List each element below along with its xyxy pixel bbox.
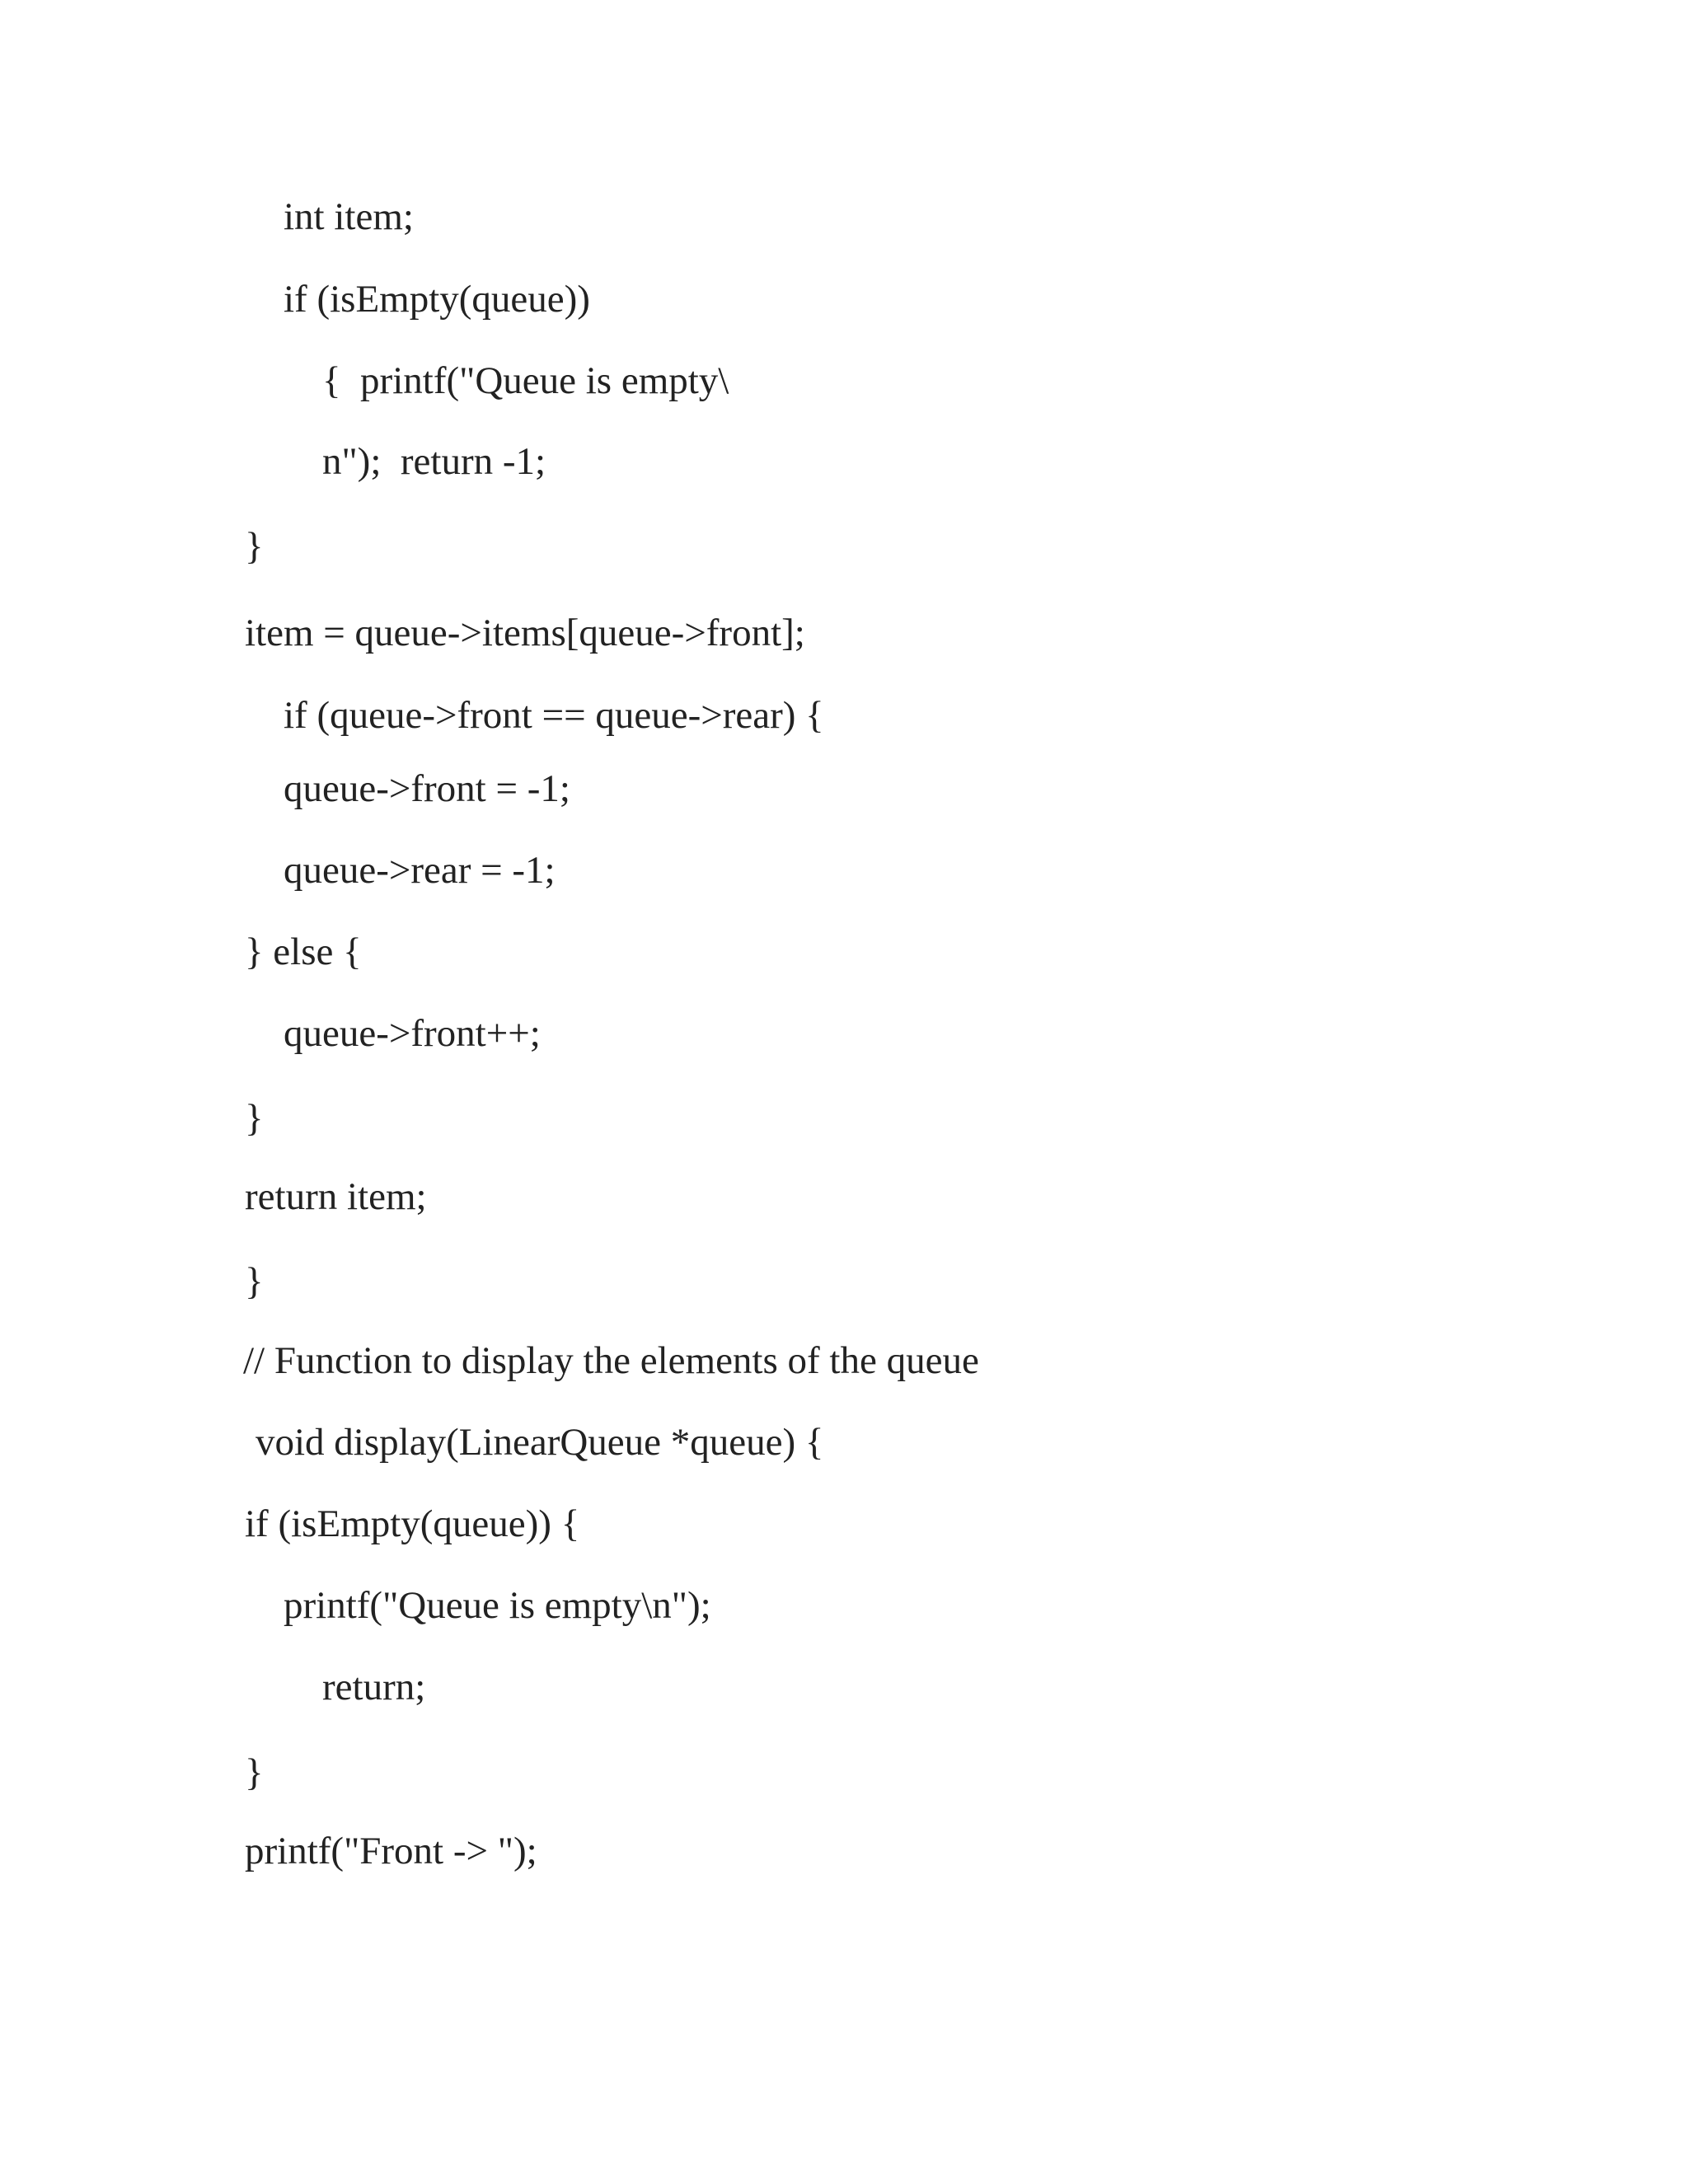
code-line: return; (322, 1666, 426, 1708)
code-line: printf("Front -> "); (245, 1830, 537, 1872)
code-line: if (queue->front == queue->rear) { (284, 694, 824, 737)
code-line: } (245, 1751, 264, 1794)
code-line: } (245, 525, 264, 568)
code-line: queue->rear = -1; (284, 849, 556, 892)
code-line: queue->front = -1; (284, 767, 570, 810)
code-line: { printf("Queue is empty\ (322, 359, 729, 402)
code-line: if (isEmpty(queue)) { (245, 1502, 580, 1545)
code-line: queue->front++; (284, 1012, 541, 1055)
code-line: return item; (245, 1175, 427, 1218)
code-line: if (isEmpty(queue)) (284, 278, 590, 321)
code-line: // Function to display the elements of the queue (243, 1339, 979, 1382)
code-line: } (245, 1097, 264, 1140)
code-line: void display(LinearQueue *queue) { (256, 1421, 824, 1464)
code-line: printf("Queue is empty\n"); (284, 1584, 711, 1627)
code-line: } (245, 1260, 264, 1303)
code-line: } else { (245, 930, 362, 973)
code-line: int item; (284, 195, 414, 238)
code-line: item = queue->items[queue->front]; (245, 612, 805, 654)
code-line: n"); return -1; (322, 440, 546, 483)
